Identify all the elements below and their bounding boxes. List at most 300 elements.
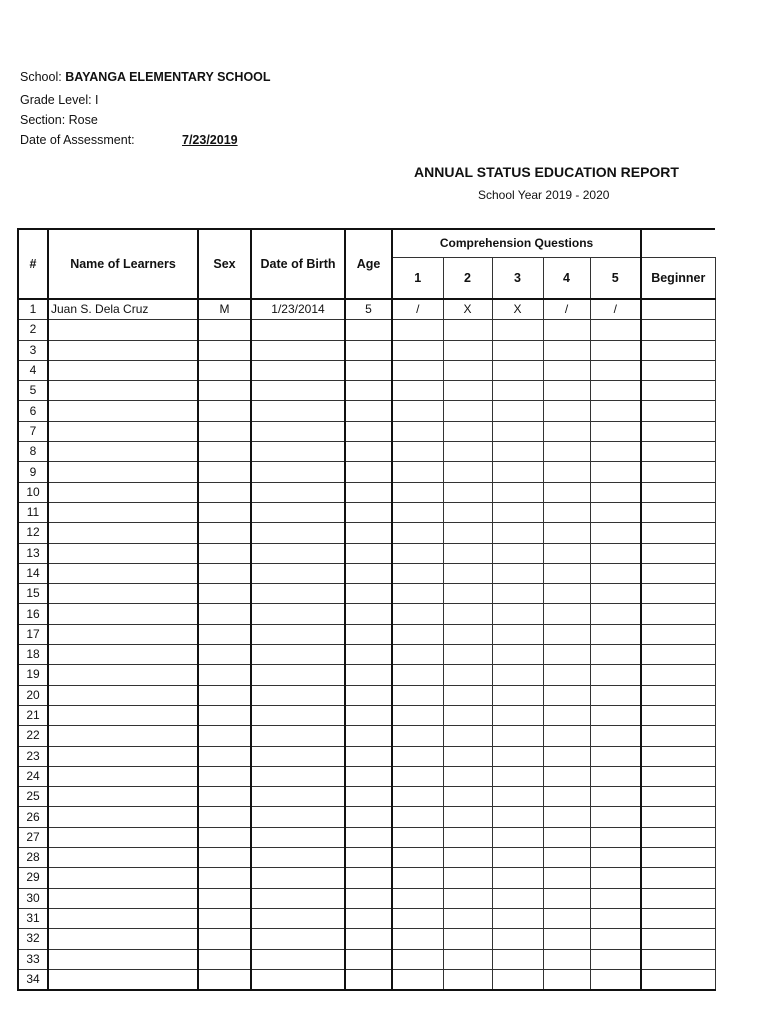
learner-dob [251,563,345,583]
answer-q1 [392,766,443,786]
beginner-cell [641,766,715,786]
answer-q1 [392,523,443,543]
learner-dob [251,848,345,868]
answer-q5 [590,827,641,847]
row-number: 17 [18,624,48,644]
learner-name [48,421,198,441]
learner-sex [198,482,251,502]
row-number: 21 [18,705,48,725]
answer-q2 [443,340,492,360]
answer-q2 [443,726,492,746]
learner-name [48,888,198,908]
table-row [18,482,715,502]
learner-dob [251,969,345,990]
learner-name [48,523,198,543]
learner-name [48,360,198,380]
learner-age [345,563,392,583]
beginner-cell [641,848,715,868]
learner-dob [251,543,345,563]
answer-q3 [492,624,543,644]
beginner-cell [641,787,715,807]
learner-age [345,320,392,340]
learner-name [48,645,198,665]
learner-dob [251,462,345,482]
answer-q2 [443,848,492,868]
table-row [18,908,715,928]
answer-q1 [392,949,443,969]
beginner-cell [641,320,715,340]
answer-q3 [492,584,543,604]
learner-sex [198,421,251,441]
answer-q2 [443,523,492,543]
table-row [18,401,715,421]
learner-name [48,908,198,928]
learner-age [345,401,392,421]
beginner-cell [641,584,715,604]
learner-sex [198,604,251,624]
answer-q1 [392,746,443,766]
row-number: 4 [18,360,48,380]
answer-q3 [492,320,543,340]
table-row [18,888,715,908]
row-number: 10 [18,482,48,502]
learner-age [345,665,392,685]
table-row [18,299,715,320]
beginner-cell [641,868,715,888]
learner-age [345,726,392,746]
learner-age [345,787,392,807]
row-number: 22 [18,726,48,746]
table-row [18,502,715,522]
row-number: 2 [18,320,48,340]
answer-q2 [443,604,492,624]
learner-name [48,827,198,847]
answer-q2 [443,685,492,705]
answer-q4 [543,787,590,807]
row-number: 14 [18,563,48,583]
answer-q1 [392,320,443,340]
answer-q1 [392,787,443,807]
beginner-cell [641,340,715,360]
answer-q1 [392,908,443,928]
answer-q1 [392,502,443,522]
answer-q3 [492,929,543,949]
beginner-cell [641,462,715,482]
answer-q1 [392,401,443,421]
answer-q3 [492,482,543,502]
learner-age [345,807,392,827]
learner-dob [251,827,345,847]
row-number: 6 [18,401,48,421]
learner-age [345,360,392,380]
learner-name [48,787,198,807]
school-label: School: [20,70,62,84]
answer-q5 [590,401,641,421]
learner-name [48,685,198,705]
answer-q4 [543,421,590,441]
learner-dob [251,320,345,340]
answer-q5 [590,848,641,868]
learner-sex [198,807,251,827]
learner-sex [198,787,251,807]
learner-dob [251,868,345,888]
answer-q1 [392,543,443,563]
answer-q2 [443,888,492,908]
table-row [18,604,715,624]
table-body [18,299,715,990]
answer-q4 [543,401,590,421]
answer-q2 [443,482,492,502]
answer-q2 [443,807,492,827]
answer-q1 [392,888,443,908]
answer-q2 [443,868,492,888]
learner-age [345,624,392,644]
learner-age [345,705,392,725]
learner-sex [198,624,251,644]
answer-q1 [392,360,443,380]
learner-age [345,969,392,990]
answer-q5 [590,340,641,360]
header-q1: 1 [392,258,443,300]
header-age: Age [345,229,392,299]
answer-q5: / [590,299,641,320]
learner-sex [198,543,251,563]
answer-q3 [492,807,543,827]
table-row [18,787,715,807]
learner-dob [251,502,345,522]
answer-q2 [443,746,492,766]
learner-dob [251,888,345,908]
learner-age [345,340,392,360]
learner-sex [198,969,251,990]
answer-q4 [543,726,590,746]
learner-name [48,929,198,949]
answer-q2 [443,442,492,462]
answer-q2 [443,645,492,665]
answer-q2 [443,827,492,847]
beginner-cell [641,929,715,949]
answer-q2 [443,665,492,685]
learner-dob [251,766,345,786]
learner-sex [198,584,251,604]
learner-age [345,949,392,969]
answer-q4 [543,523,590,543]
row-number: 11 [18,502,48,522]
beginner-cell [641,401,715,421]
learner-dob [251,665,345,685]
answer-q1 [392,563,443,583]
answer-q5 [590,868,641,888]
learner-name [48,726,198,746]
row-number: 3 [18,340,48,360]
learner-dob [251,705,345,725]
learner-name [48,320,198,340]
learner-sex: M [198,299,251,320]
answer-q3 [492,340,543,360]
learner-sex [198,908,251,928]
learner-age [345,442,392,462]
answer-q5 [590,949,641,969]
answer-q5 [590,502,641,522]
learner-name [48,868,198,888]
learner-dob [251,949,345,969]
answer-q4 [543,462,590,482]
learner-name [48,624,198,644]
answer-q2 [443,969,492,990]
answer-q3 [492,462,543,482]
school-line [20,70,271,84]
header-comprehension: Comprehension Questions [392,229,641,258]
row-number: 23 [18,746,48,766]
learner-name [48,665,198,685]
answer-q5 [590,787,641,807]
answer-q1 [392,807,443,827]
row-number: 27 [18,827,48,847]
header-blank [641,229,715,258]
table-row [18,645,715,665]
learner-dob [251,442,345,462]
answer-q3 [492,868,543,888]
answer-q3 [492,685,543,705]
table-row [18,685,715,705]
answer-q3 [492,421,543,441]
answer-q4 [543,604,590,624]
beginner-cell [641,381,715,401]
learner-dob [251,685,345,705]
table-row [18,969,715,990]
learner-name: Juan S. Dela Cruz [48,299,198,320]
answer-q2 [443,624,492,644]
answer-q3 [492,645,543,665]
beginner-cell [641,685,715,705]
learner-name [48,401,198,421]
beginner-cell [641,563,715,583]
row-number: 16 [18,604,48,624]
answer-q2 [443,401,492,421]
learner-age [345,888,392,908]
answer-q4 [543,360,590,380]
answer-q5 [590,746,641,766]
answer-q1 [392,827,443,847]
learner-sex [198,685,251,705]
table-row [18,421,715,441]
answer-q4 [543,685,590,705]
beginner-cell [641,827,715,847]
answer-q1 [392,442,443,462]
learner-age [345,645,392,665]
learner-age [345,827,392,847]
header-q2: 2 [443,258,492,300]
answer-q4 [543,848,590,868]
learner-age [345,482,392,502]
answer-q5 [590,604,641,624]
learner-sex [198,502,251,522]
beginner-cell [641,482,715,502]
answer-q2 [443,502,492,522]
answer-q1 [392,584,443,604]
learner-age [345,584,392,604]
learner-sex [198,462,251,482]
answer-q4 [543,868,590,888]
table-row [18,868,715,888]
row-number: 18 [18,645,48,665]
answer-q4 [543,482,590,502]
answer-q3 [492,563,543,583]
answer-q2 [443,381,492,401]
learner-name [48,502,198,522]
learner-name [48,462,198,482]
report-title: ANNUAL STATUS EDUCATION REPORT [414,164,679,180]
learner-age [345,381,392,401]
answer-q2 [443,908,492,928]
row-number: 5 [18,381,48,401]
learner-sex [198,563,251,583]
beginner-cell [641,746,715,766]
table-row [18,726,715,746]
learner-name [48,766,198,786]
learner-dob [251,726,345,746]
row-number: 1 [18,299,48,320]
learner-dob [251,604,345,624]
row-number: 7 [18,421,48,441]
table-row [18,848,715,868]
beginner-cell [641,502,715,522]
learner-sex [198,848,251,868]
beginner-cell [641,299,715,320]
learner-dob [251,584,345,604]
table-row [18,523,715,543]
answer-q5 [590,523,641,543]
table-row [18,665,715,685]
learner-age [345,746,392,766]
answer-q1 [392,381,443,401]
answer-q1 [392,665,443,685]
answer-q5 [590,908,641,928]
learner-name [48,746,198,766]
beginner-cell [641,705,715,725]
learner-name [48,969,198,990]
answer-q4 [543,705,590,725]
learner-name [48,340,198,360]
row-number: 12 [18,523,48,543]
learner-dob [251,401,345,421]
table-row [18,705,715,725]
learner-sex [198,888,251,908]
answer-q1 [392,685,443,705]
answer-q5 [590,969,641,990]
answer-q4 [543,584,590,604]
beginner-cell [641,908,715,928]
learner-dob: 1/23/2014 [251,299,345,320]
answer-q5 [590,624,641,644]
answer-q5 [590,462,641,482]
row-number: 8 [18,442,48,462]
answer-q2 [443,766,492,786]
beginner-cell [641,543,715,563]
table-row [18,462,715,482]
answer-q3 [492,787,543,807]
answer-q1 [392,929,443,949]
table-row [18,807,715,827]
answer-q5 [590,665,641,685]
beginner-cell [641,604,715,624]
answer-q5 [590,929,641,949]
answer-q4 [543,746,590,766]
answer-q4 [543,665,590,685]
learner-name [48,949,198,969]
header-sex: Sex [198,229,251,299]
answer-q4 [543,827,590,847]
learner-sex [198,401,251,421]
table-row [18,442,715,462]
table-row [18,929,715,949]
row-number: 31 [18,908,48,928]
answer-q1 [392,645,443,665]
answer-q2 [443,705,492,725]
learner-age [345,908,392,928]
learner-dob [251,482,345,502]
answer-q5 [590,888,641,908]
answer-q1 [392,868,443,888]
learner-dob [251,340,345,360]
beginner-cell [641,807,715,827]
answer-q3 [492,523,543,543]
beginner-cell [641,442,715,462]
answer-q5 [590,726,641,746]
answer-q1 [392,604,443,624]
answer-q5 [590,482,641,502]
beginner-cell [641,360,715,380]
learner-age [345,502,392,522]
beginner-cell [641,726,715,746]
beginner-cell [641,421,715,441]
answer-q2: X [443,299,492,320]
header-num: # [18,229,48,299]
learner-sex [198,523,251,543]
answer-q4 [543,442,590,462]
learner-age [345,523,392,543]
answer-q1 [392,421,443,441]
learner-sex [198,705,251,725]
table-row [18,624,715,644]
learner-age [345,421,392,441]
assessment-label: Date of Assessment: [20,133,135,147]
answer-q5 [590,705,641,725]
learner-dob [251,360,345,380]
answer-q1 [392,726,443,746]
learner-sex [198,381,251,401]
answer-q3 [492,766,543,786]
answer-q4 [543,766,590,786]
learner-name [48,543,198,563]
row-number: 13 [18,543,48,563]
answer-q3 [492,949,543,969]
learner-name [48,848,198,868]
answer-q4 [543,624,590,644]
table-row [18,949,715,969]
learner-dob [251,645,345,665]
row-number: 34 [18,969,48,990]
answer-q1 [392,969,443,990]
answer-q3 [492,848,543,868]
learner-age [345,604,392,624]
answer-q4 [543,340,590,360]
answer-q5 [590,584,641,604]
answer-q2 [443,360,492,380]
answer-q4 [543,563,590,583]
row-number: 19 [18,665,48,685]
learner-sex [198,929,251,949]
